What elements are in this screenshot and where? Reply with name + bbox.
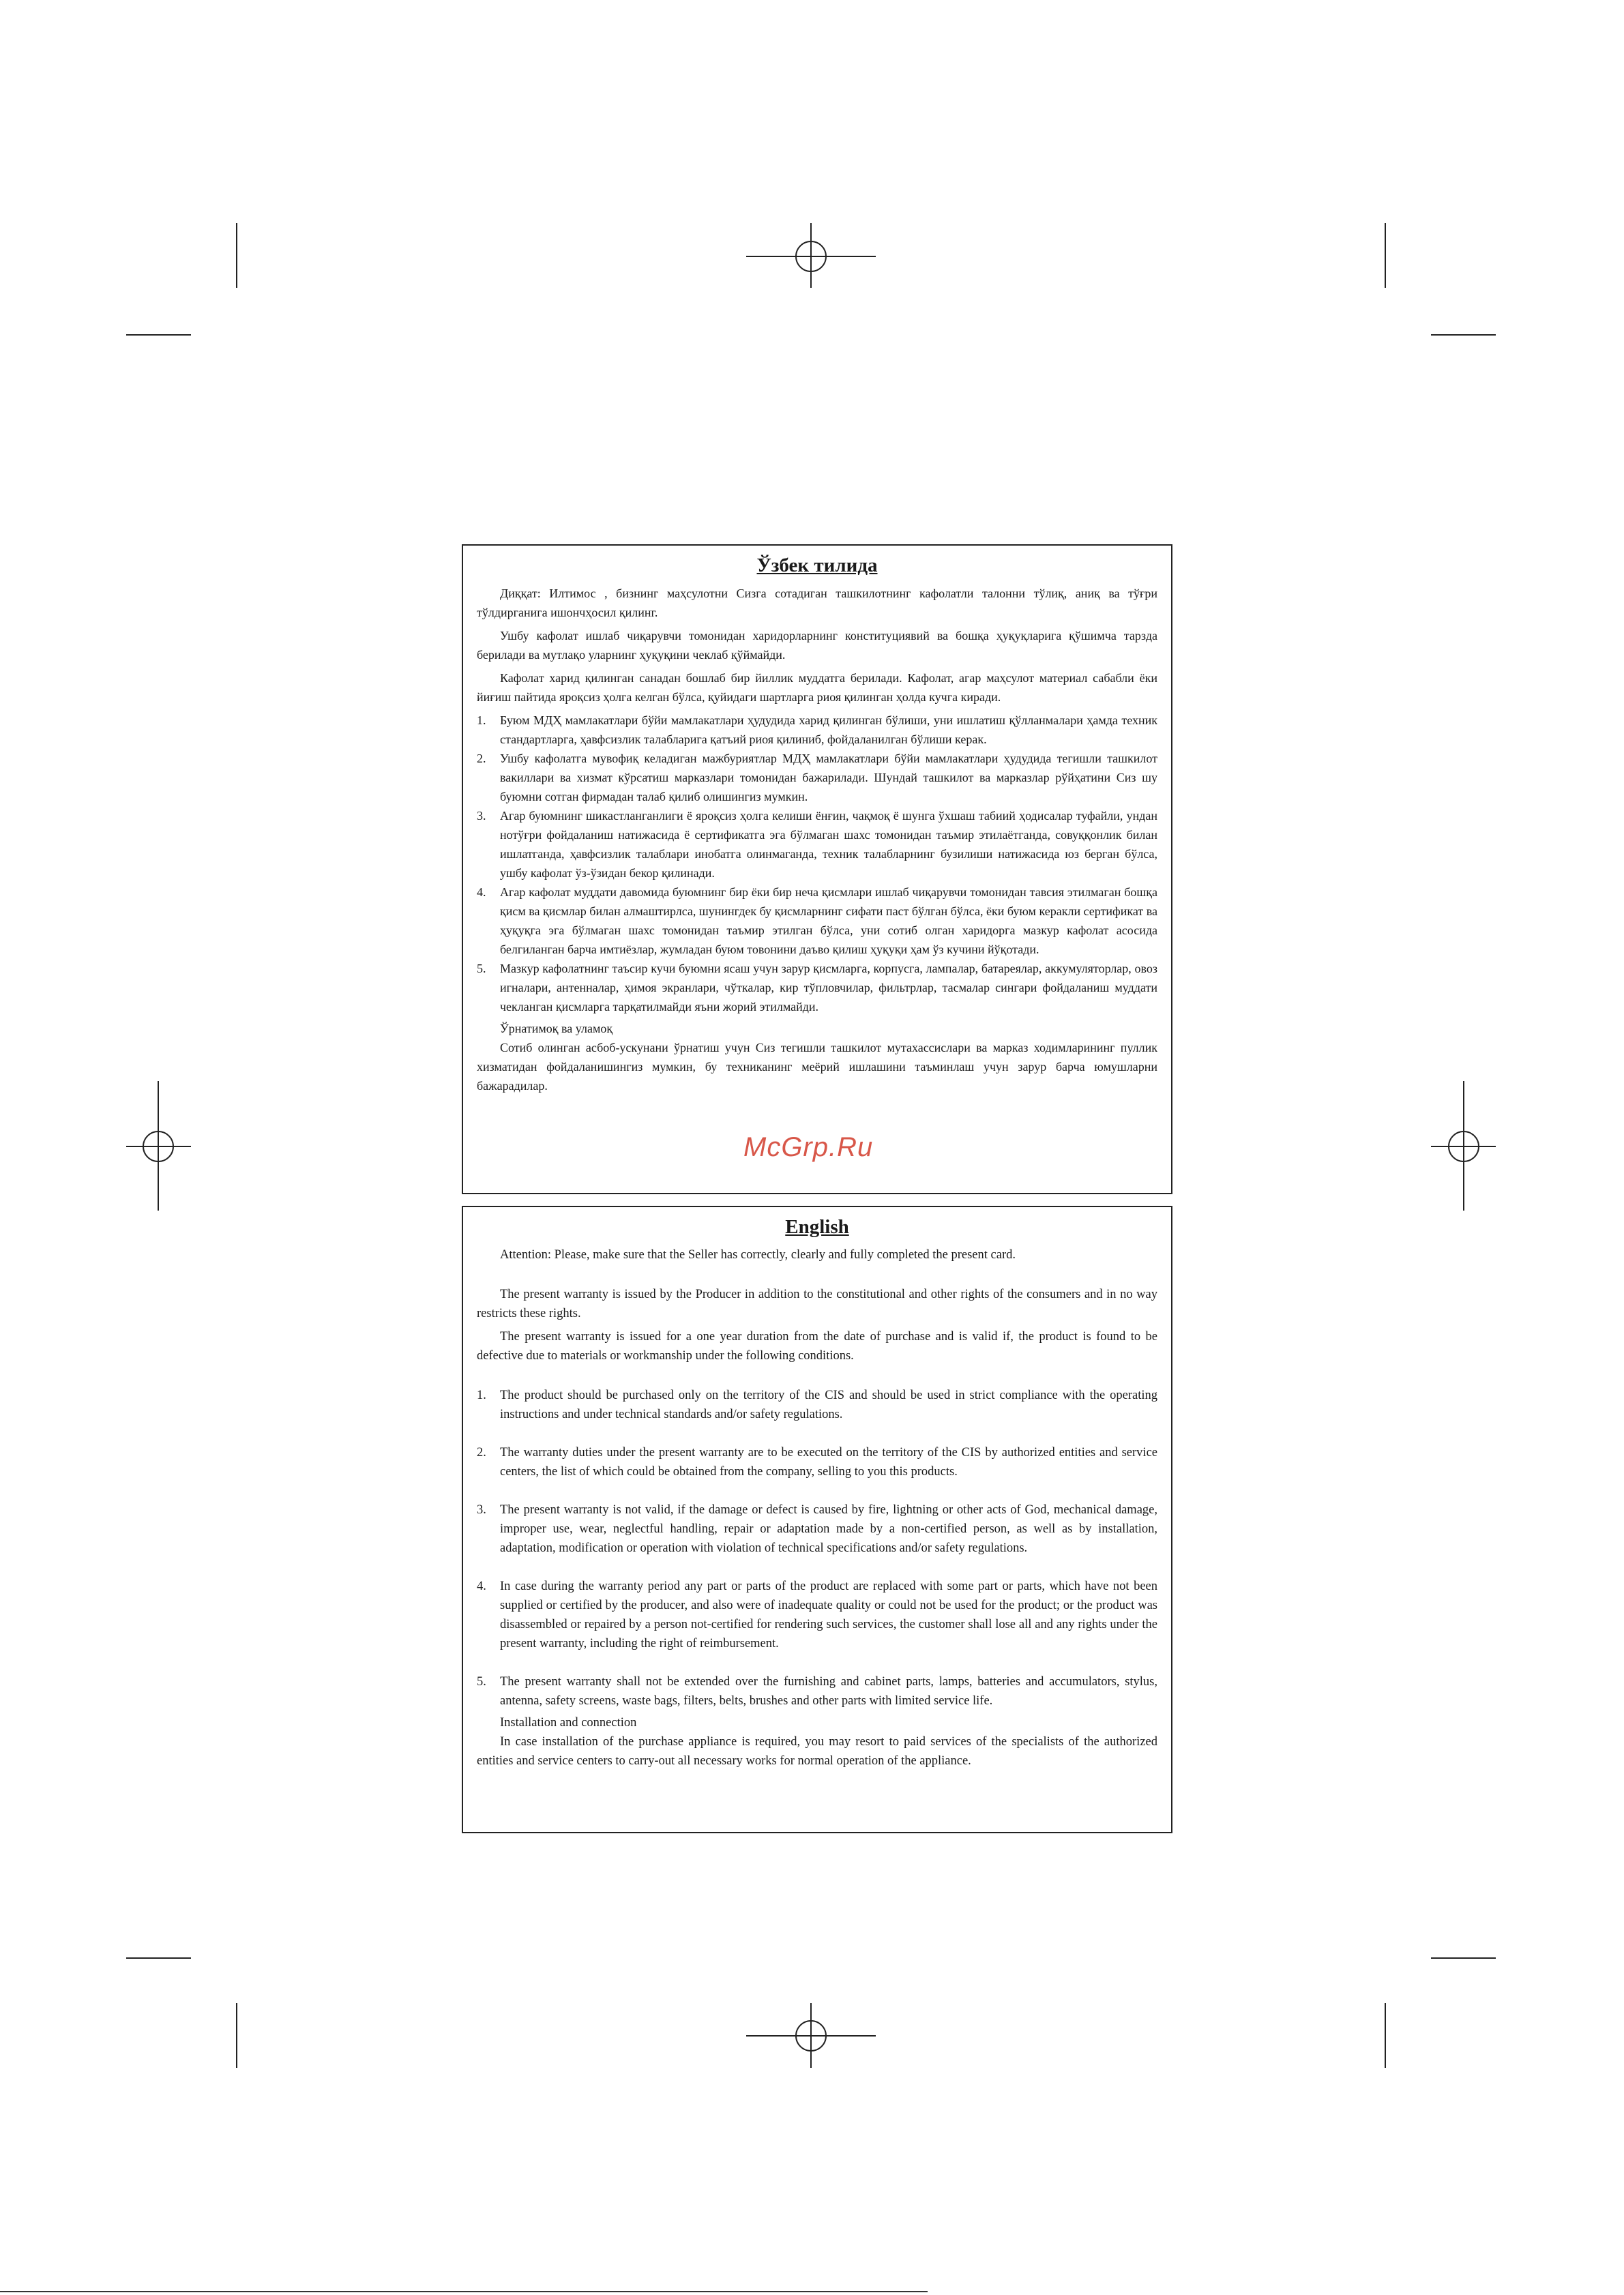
uzbek-paragraph-rights: Ушбу кафолат ишлаб чиқарувчи томонидан харидорларнинг конституциявий ва бошқа ҳуқуқларига қўшимча тарзда берилади ва мутлақо уларнинг ҳуқуқини чеклаб қўймайди. xyxy=(477,629,1157,662)
list-item-number: 5. xyxy=(477,1675,486,1689)
english-conditions-list xyxy=(477,1386,1157,1711)
list-item-number: 1. xyxy=(477,1389,486,1402)
uzbek-conditions-list xyxy=(477,711,1157,1016)
list-item-text: Агар буюмнинг шикастланганлиги ё яроқсиз ҳолга келиши ёнғин, чақмоқ ё шунга ўхшаш табиий ҳодисалар туфайли, ундан нотўғри фойдаланиш натижасида ё сертификатга эга бўлмаган шахс томонидан таъмир этилаётганда, совуққонлик билан ишлатганда, ҳавфсизлик талаблари инобатга олинмаганда, техник талабларнинг бузилиши натижасида юз берган бўлса, ушбу кафолат ўз-ўзидан бекор қилинади. xyxy=(500,809,1157,880)
list-item xyxy=(477,1672,1157,1711)
list-item-number: 3. xyxy=(477,809,486,823)
crop-mark-top-left-vertical xyxy=(236,223,237,288)
crop-mark-bottom-right-horizontal xyxy=(1431,1957,1496,1959)
list-item-number: 4. xyxy=(477,885,486,899)
footer-rule xyxy=(0,2291,928,2292)
registration-mark-left-circle xyxy=(143,1131,174,1162)
watermark-logo: McGrp.Ru xyxy=(743,1132,874,1162)
english-paragraph-duration: The present warranty is issued for a one year duration from the date of purchase and is valid if, the product is found to be defective due to materials or workmanship under the following conditions. xyxy=(477,1330,1157,1363)
list-item-number: 2. xyxy=(477,1446,486,1460)
uzbek-paragraph-duration: Кафолат харид қилинган санадан бошлаб бир йиллик муддатга берилади. Кафолат, агар маҳсулот материал сабабли ёки йиғиш пайтида яроқсиз ҳолга келган бўлса, қуйидаги шартларга риоя қилинган ҳолда кучга киради. xyxy=(477,671,1157,704)
crop-mark-top-right-horizontal xyxy=(1431,334,1496,336)
crop-mark-bottom-right-vertical xyxy=(1385,2003,1386,2068)
list-item xyxy=(477,1443,1157,1481)
list-item-text: The warranty duties under the present warranty are to be executed on the territory of the CIS by authorized entities and service centers, the list of which could be obtained from the company, selling to you this products. xyxy=(500,1446,1157,1479)
registration-mark-right-circle xyxy=(1448,1131,1479,1162)
uzbek-installation-heading: Ўрнатимоқ ва уламоқ xyxy=(500,1022,613,1035)
list-item-number: 4. xyxy=(477,1580,486,1593)
registration-mark-bottom-circle xyxy=(795,2020,827,2052)
crop-mark-top-right-vertical xyxy=(1385,223,1386,288)
list-item xyxy=(477,711,1157,749)
list-item-number: 5. xyxy=(477,962,486,975)
list-item-text: Агар кафолат муддати давомида буюмнинг бир ёки бир неча қисмлари ишлаб чиқарувчи томонидан тавсия этилмаган бошқа қисм ва қисмлар билан алмаштирлса, шунингдек бу қисмларнинг сифати паст бўлган бўлса, ёки буюм керакли сертификат ва ҳуқуқга эга бўлмаган шахс томонидан таъмир этилган бўлса, уни сотиб олган харидорга мазкур кафолат асосида белгиланган барча имтиёзлар, жумладан буюм товонини даъво қилиш ҳуқуқи ҳам ўз кучини йўқотади. xyxy=(500,885,1157,956)
list-item-text: The product should be purchased only on the territory of the CIS and should be used in strict compliance with the operating instructions and under technical standards and/or safety regulations. xyxy=(500,1389,1157,1421)
list-item xyxy=(477,1500,1157,1558)
list-item xyxy=(477,883,1157,959)
list-item xyxy=(477,1577,1157,1653)
list-item-text: Мазкур кафолатнинг таъсир кучи буюмни ясаш учун зарур қисмларга, корпусга, лампалар, батареялар, аккумуляторлар, овоз игналари, антенналар, ҳимоя экранлари, чўткалар, кир тўпловчилар, фильтрлар, тасмалар сингари фойдаланиш муддати чекланган қисмларга тарқатилмайди яъни жорий этилмайди. xyxy=(500,962,1157,1013)
list-item-number: 2. xyxy=(477,752,486,765)
uzbek-warranty-section xyxy=(462,544,1172,1194)
english-section-title: English xyxy=(785,1216,849,1238)
uzbek-section-title: Ўзбек тилида xyxy=(756,554,878,576)
english-warranty-section xyxy=(462,1206,1172,1833)
list-item-text: In case during the warranty period any part or parts of the product are replaced with some part or parts, which have not been supplied or certified by the producer, and also were of inadequate quality or could not be used for the product; or the product was disassembled or repaired by a person not-certified for rendering such services, the customer shall lose all and any rights under the present warranty, including the right of reimbursement. xyxy=(500,1580,1157,1650)
registration-mark-top-circle xyxy=(795,241,827,272)
english-paragraph-rights: The present warranty is issued by the Producer in addition to the constitutional and other rights of the consumers and in no way restricts these rights. xyxy=(477,1288,1157,1320)
english-installation-heading: Installation and connection xyxy=(500,1716,637,1730)
list-item-text: The present warranty shall not be extended over the furnishing and cabinet parts, lamps, batteries and accumulators, stylus, antenna, safety screens, waste bags, filters, belts, brushes and other parts with limited service life. xyxy=(500,1675,1157,1708)
list-item-number: 1. xyxy=(477,713,486,727)
list-item xyxy=(477,806,1157,883)
crop-mark-bottom-left-horizontal xyxy=(126,1957,191,1959)
list-item-text: Ушбу кафолатга мувофиқ келадиган мажбуриятлар МДҲ мамлакатлари бўйи мамлакатлари ҳудудида тегишли ташкилот вакиллари ва хизмат кўрсатиш марказлари томонидан бажарилади. Шундай ташкилот ва марказлар рўйҳатини Сиз шу буюмни сотган фирмадан талаб қилиб олишингиз мумкин. xyxy=(500,752,1157,803)
uzbek-installation-text: Сотиб олинган асбоб-ускунани ўрнатиш учун Сиз тегишли ташкилот мутахассислари ва марказ ходимларининг пуллик хизматидан фойдаланишингиз мумкин, бу техниканинг меёрий ишлашини таъминлаш учун зарур барча юмушларни бажарадилар. xyxy=(477,1041,1157,1093)
list-item-number: 3. xyxy=(477,1503,486,1517)
list-item xyxy=(477,749,1157,806)
english-paragraph-attention: Attention: Please, make sure that the Seller has correctly, clearly and fully completed the present card. xyxy=(500,1248,1016,1262)
uzbek-paragraph-attention: Диққат: Илтимос , бизнинг маҳсулотни Сизга сотадиган ташкилотнинг кафолатли талонни тўлиқ, аниқ ва тўғри тўлдирганига ишончҳосил қилинг. xyxy=(477,587,1157,619)
crop-mark-top-left-horizontal xyxy=(126,334,191,336)
english-installation-text: In case installation of the purchase appliance is required, you may resort to paid services of the specialists of the authorized entities and service centers to carry-out all necessary works for normal operation of the appliance. xyxy=(477,1735,1157,1768)
list-item xyxy=(477,1386,1157,1424)
list-item-text: The present warranty is not valid, if the damage or defect is caused by fire, lightning or other acts of God, mechanical damage, improper use, wear, neglectful handling, repair or adaptation made by a non-certified person, as well as by installation, adaptation, modification or operation with violation of technical specifications and/or safety regulations. xyxy=(500,1503,1157,1555)
list-item xyxy=(477,959,1157,1016)
crop-mark-bottom-left-vertical xyxy=(236,2003,237,2068)
list-item-text: Буюм МДҲ мамлакатлари бўйи мамлакатлари ҳудудида харид қилинган бўлиши, уни ишлатиш қўлланмалари ҳамда техник стандартларга, ҳавфсизлик талабларига қатъий риоя қилиниб, фойдаланилган бўлиши керак. xyxy=(500,713,1157,746)
